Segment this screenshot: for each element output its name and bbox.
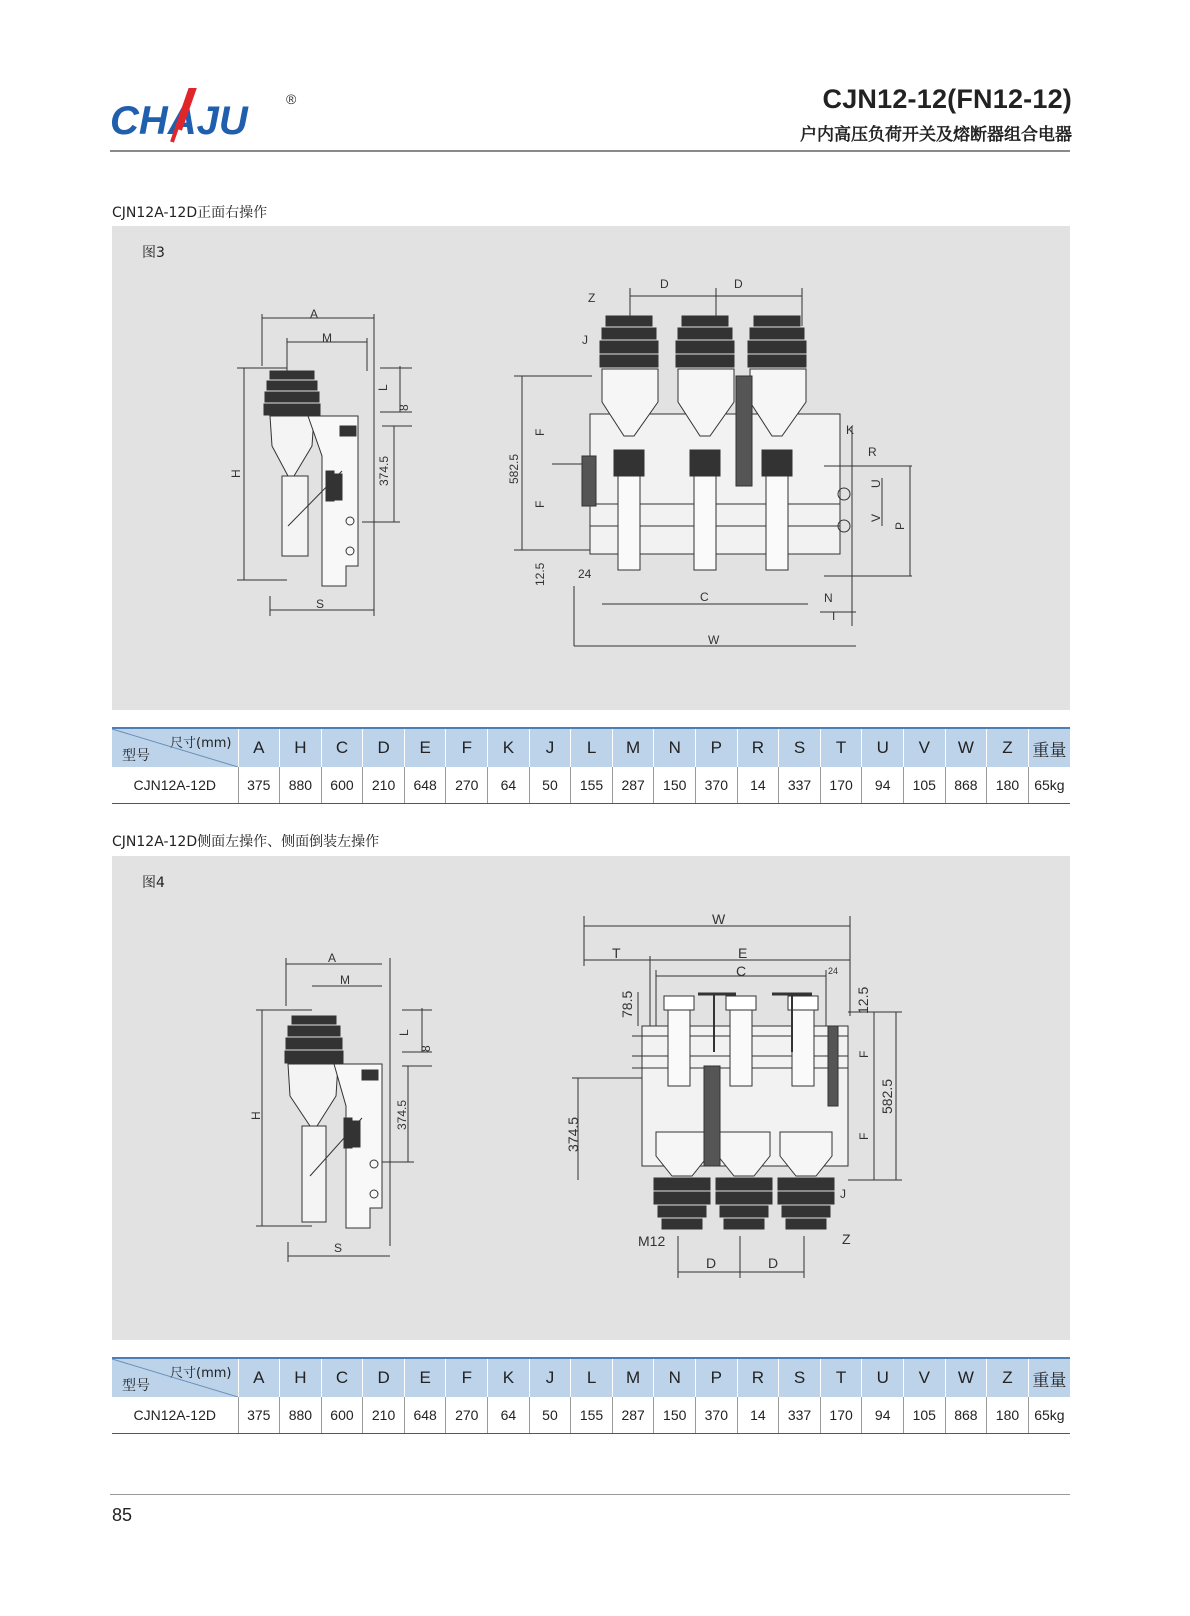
table-cell: 105 [904, 767, 946, 804]
column-header: S [779, 1358, 821, 1397]
column-header: D [363, 728, 405, 767]
column-header: U [862, 728, 904, 767]
column-header: V [904, 728, 946, 767]
dim-label: P [893, 521, 907, 530]
column-header: R [737, 1358, 779, 1397]
column-header: C [321, 728, 363, 767]
dim-label: 582.5 [507, 453, 521, 484]
dim-label: J [582, 333, 588, 347]
figure-4-label: 图4 [142, 875, 165, 891]
figure-3-label: 图3 [142, 245, 165, 261]
figure-3-drawing [112, 226, 1070, 710]
dim-label: M12 [638, 1233, 666, 1249]
table-cell: 50 [529, 767, 571, 804]
table-cell: 270 [446, 1397, 488, 1434]
column-header: 重量 [1028, 1358, 1070, 1397]
dim-label: C [700, 590, 709, 604]
dim-label: 374.5 [395, 1099, 409, 1130]
column-header: M [612, 1358, 654, 1397]
table-cell: 375 [238, 767, 280, 804]
column-header: S [779, 728, 821, 767]
column-header: Z [987, 728, 1029, 767]
dim-label: 374.5 [565, 1116, 581, 1152]
figure-3 [112, 226, 1070, 710]
column-header: J [529, 728, 571, 767]
page-number: 85 [112, 1505, 133, 1525]
table-cell: 105 [904, 1397, 946, 1434]
table-header-corner [112, 1358, 238, 1397]
table-cell: 170 [820, 1397, 862, 1434]
dim-label: L [376, 384, 390, 391]
table-cell: 180 [987, 1397, 1029, 1434]
header-divider [110, 150, 1070, 152]
table-cell: 150 [654, 1397, 696, 1434]
column-header: L [571, 728, 613, 767]
column-header: M [612, 728, 654, 767]
dim-label: D [734, 277, 743, 291]
dim-label: D [660, 277, 669, 291]
dim-label: A [310, 307, 319, 321]
table-cell: 337 [779, 1397, 821, 1434]
dim-label: M [340, 973, 350, 987]
table-cell: 375 [238, 1397, 280, 1434]
table-cell: 170 [820, 767, 862, 804]
column-header: N [654, 1358, 696, 1397]
column-header: K [488, 728, 530, 767]
column-header: U [862, 1358, 904, 1397]
table-cell: 150 [654, 767, 696, 804]
dim-label: W [708, 633, 720, 647]
page-subtitle: 户内高压负荷开关及熔断器组合电器 [800, 125, 1072, 145]
column-header: H [280, 1358, 322, 1397]
chaju-logo [110, 82, 310, 152]
table-cell: 14 [737, 1397, 779, 1434]
column-header: E [404, 728, 446, 767]
table-cell: 64 [488, 1397, 530, 1434]
table-cell: 94 [862, 767, 904, 804]
table-cell: 155 [571, 1397, 613, 1434]
dim-label: D [768, 1255, 779, 1271]
dim-label: Z [842, 1231, 851, 1247]
model-cell: CJN12A-12D [112, 767, 238, 804]
dim-label: F [533, 428, 547, 436]
table-row [112, 767, 1070, 804]
dim-label: 24 [578, 567, 592, 581]
logo-wordmark: CHAJU [110, 99, 248, 143]
column-header: 重量 [1028, 728, 1070, 767]
column-header: F [446, 728, 488, 767]
dim-label: H [229, 469, 243, 478]
column-header: T [820, 1358, 862, 1397]
table-cell: 868 [945, 1397, 987, 1434]
table-cell: 287 [612, 1397, 654, 1434]
unit-label: 尺寸(mm) [170, 1366, 232, 1381]
table-row [112, 1397, 1070, 1434]
table-cell: 180 [987, 767, 1029, 804]
table-cell: 210 [363, 1397, 405, 1434]
dim-label: F [533, 500, 547, 508]
dim-label: K [846, 423, 855, 437]
dim-label: U [869, 479, 883, 488]
table-cell: 868 [945, 767, 987, 804]
column-header: R [737, 728, 779, 767]
table-cell: 50 [529, 1397, 571, 1434]
figure-4-drawing [112, 856, 1070, 1340]
dimension-table-1 [112, 727, 1070, 804]
registered-mark: ® [286, 91, 297, 107]
dim-label: M [322, 331, 332, 345]
dim-label: 8 [419, 1045, 433, 1052]
dim-label: F [857, 1050, 871, 1058]
column-header: A [238, 728, 280, 767]
dim-label: F [857, 1132, 871, 1140]
dim-label: S [334, 1241, 343, 1255]
dim-label: C [736, 963, 747, 979]
column-header: P [696, 728, 738, 767]
dim-label: J [840, 1187, 846, 1201]
table-cell: 600 [321, 767, 363, 804]
dim-label: H [249, 1111, 263, 1120]
table-cell: 155 [571, 767, 613, 804]
table-cell: 337 [779, 767, 821, 804]
column-header: H [280, 728, 322, 767]
dim-label: 78.5 [619, 990, 635, 1018]
table-cell: 600 [321, 1397, 363, 1434]
column-header: V [904, 1358, 946, 1397]
dim-label: A [328, 951, 337, 965]
dim-label: 582.5 [879, 1078, 895, 1114]
table-cell: 270 [446, 767, 488, 804]
dim-label: N [824, 591, 833, 605]
unit-label: 尺寸(mm) [170, 736, 232, 751]
column-header: N [654, 728, 696, 767]
model-header: 型号 [122, 1378, 150, 1394]
model-cell: CJN12A-12D [112, 1397, 238, 1434]
front-view-drawing [514, 288, 912, 646]
column-header: F [446, 1358, 488, 1397]
footer-divider [110, 1494, 1070, 1495]
column-header: E [404, 1358, 446, 1397]
table-cell: 14 [737, 767, 779, 804]
section-2-label: CJN12A-12D侧面左操作、侧面倒装左操作 [112, 834, 380, 850]
table-cell: 210 [363, 767, 405, 804]
table-cell: 64 [488, 767, 530, 804]
table-cell: 648 [404, 1397, 446, 1434]
table-cell: 65kg [1028, 767, 1070, 804]
table-header-corner [112, 728, 238, 767]
dim-label: W [712, 911, 726, 927]
table-cell: 65kg [1028, 1397, 1070, 1434]
table-cell: 370 [696, 767, 738, 804]
table-cell: 880 [280, 767, 322, 804]
column-header: J [529, 1358, 571, 1397]
dim-label: 12.5 [533, 562, 547, 586]
section-1-label: CJN12A-12D正面右操作 [112, 205, 268, 221]
column-header: P [696, 1358, 738, 1397]
dim-label: E [738, 945, 748, 961]
dim-label: 24 [828, 966, 839, 976]
table-cell: 880 [280, 1397, 322, 1434]
column-header: W [945, 1358, 987, 1397]
dim-label: Z [588, 291, 596, 305]
page-title: CJN12-12(FN12-12) [822, 84, 1072, 114]
column-header: A [238, 1358, 280, 1397]
column-header: D [363, 1358, 405, 1397]
dim-label: L [397, 1029, 411, 1036]
dim-label: 374.5 [377, 455, 391, 486]
figure-4 [112, 856, 1070, 1340]
column-header: L [571, 1358, 613, 1397]
model-header: 型号 [122, 748, 150, 764]
dim-label: V [869, 513, 883, 522]
dim-label: 12.5 [855, 986, 871, 1014]
column-header: K [488, 1358, 530, 1397]
table-cell: 370 [696, 1397, 738, 1434]
dim-label: S [316, 597, 325, 611]
dim-label: T [830, 609, 838, 623]
column-header: Z [987, 1358, 1029, 1397]
column-header: C [321, 1358, 363, 1397]
dim-label: D [706, 1255, 717, 1271]
dim-label: R [868, 445, 877, 459]
dim-label: T [612, 945, 621, 961]
table-cell: 94 [862, 1397, 904, 1434]
column-header: T [820, 728, 862, 767]
column-header: W [945, 728, 987, 767]
table-cell: 287 [612, 767, 654, 804]
dim-label: 8 [397, 404, 411, 411]
table-cell: 648 [404, 767, 446, 804]
dimension-table-2 [112, 1357, 1070, 1434]
